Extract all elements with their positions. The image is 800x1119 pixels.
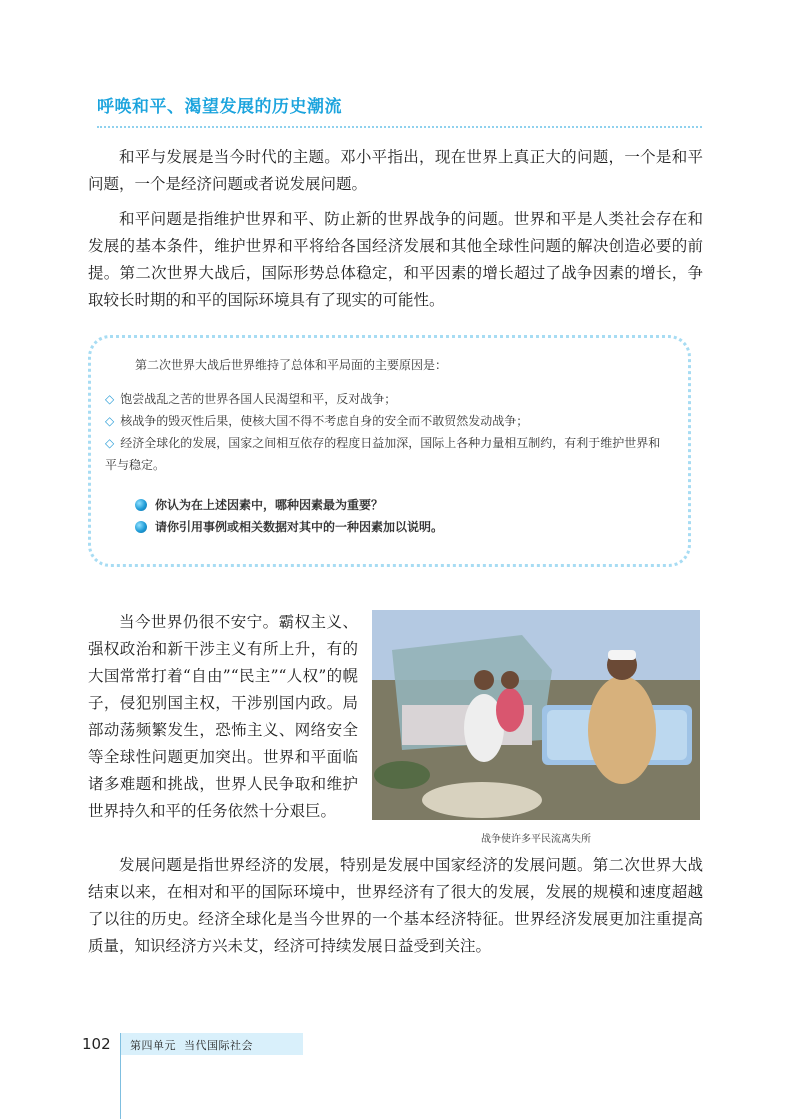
callout-bullet-text: 核战争的毁灭性后果，使核大国不得不考虑自身的安全而不敢贸然发动战争； [120,414,529,428]
blue-dot-icon [135,499,147,511]
footer-unit-label: 第四单元 当代国际社会 [130,1039,253,1052]
discussion-callout [88,335,691,567]
diamond-bullet-icon: ◇ [105,392,115,406]
diamond-bullet-icon: ◇ [105,414,115,428]
paragraph-theme: 和平与发展是当今时代的主题。邓小平指出，现在世界上真正大的问题，一个是和平问题，一个是经济问题或者说发展问题。 [88,148,703,193]
paragraph-development: 发展问题是指世界经济的发展，特别是发展中国家经济的发展问题。第二次世界大战结束以来，在相对和平的国际环境中，世界经济有了很大的发展，发展的规模和速度超越了以往的历史。经济全球化是当今世界的一个基本经济特征。世界经济发展更加注重提高质量，知识经济方兴未艾，经济可持续发展日益受到关注。 [88,856,703,955]
refugee-photo [372,610,700,820]
question-text: 请你引用事例或相关数据对其中的一种因素加以说明。 [155,520,444,534]
photo-caption: 战争使许多平民流离失所 [481,834,591,845]
callout-bullet [105,410,672,432]
paragraph-unrest: 当今世界仍很不安宁。霸权主义、强权政治和新干涉主义有所上升，有的大国常常打着“自由”“民主”“人权”的幌子，侵犯别国主权，干涉别国内政。局部动荡频繁发生，恐怖主义、网络安全等全球性问题更加突出。世界和平面临诸多难题和挑战，世界人民争取和维护世界持久和平的任务依然十分艰巨。 [88,613,358,820]
callout-bullet-text: 经济全球化的发展，国家之间相互依存的程度日益加深，国际上各种力量相互制约，有利于维护世界和平与稳定。 [105,436,661,472]
question-item [135,494,672,516]
section-title: 呼唤和平、渴望发展的历史潮流 [97,97,342,117]
question-item [135,516,672,538]
title-divider [97,126,702,128]
callout-intro: 第二次世界大战后世界维持了总体和平局面的主要原因是： [135,358,448,372]
question-list [135,494,672,538]
page-number: 102 [82,1035,111,1053]
callout-bullet [105,388,672,410]
question-text: 你认为在上述因素中，哪种因素最为重要？ [155,498,384,512]
callout-bullet [105,432,672,476]
diamond-bullet-icon: ◇ [105,436,115,450]
callout-bullet-text: 饱尝战乱之苦的世界各国人民渴望和平，反对战争； [120,392,397,406]
blue-dot-icon [135,521,147,533]
footer-divider [120,1033,121,1119]
paragraph-peace: 和平问题是指维护世界和平、防止新的世界战争的问题。世界和平是人类社会存在和发展的基本条件，维护世界和平将给各国经济发展和其他全球性问题的解决创造必要的前提。第二次世界大战后，国际形势总体稳定，和平因素的增长超过了战争因素的增长，争取较长时期的和平的国际环境具有了现实的可能性。 [88,210,703,309]
refugee-photo-illustration [372,610,700,820]
